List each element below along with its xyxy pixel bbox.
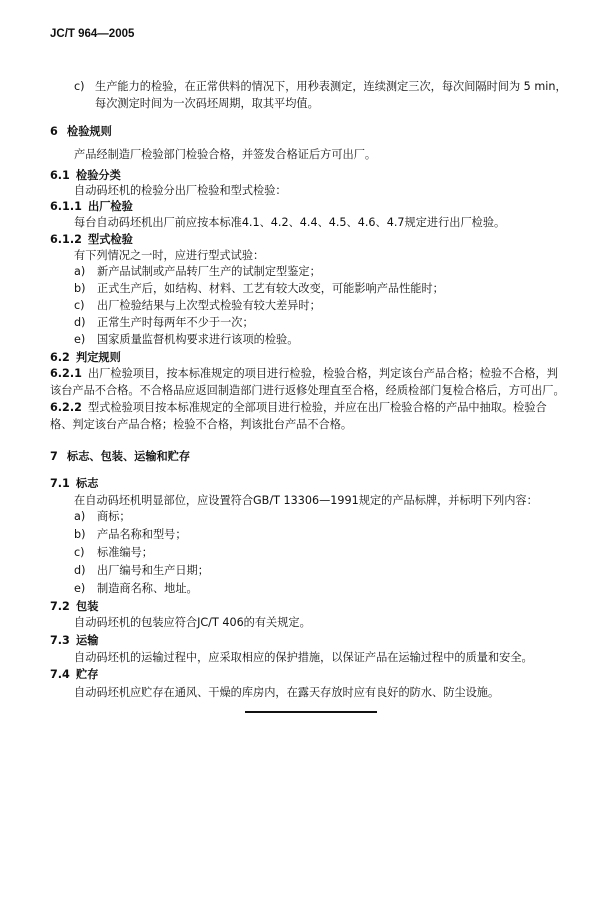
paragraph-line: 产品经制造厂检验部门检验合格，并签发合格证后方可出厂。 [74, 148, 377, 161]
section-number: 7.2 [50, 600, 70, 613]
list-label: d) [74, 564, 86, 577]
section-number: 6.2 [50, 351, 70, 364]
section-number: 6 [50, 125, 58, 138]
paragraph-line: 型式检验项目按本标准规定的全部项目进行检验，并应在出厂检验合格的产品中抽取。检验合 [88, 401, 547, 414]
list-item: 新产品试制或产品转厂生产的试制定型鉴定； [97, 265, 321, 278]
list-label: b) [74, 528, 86, 541]
section-number: 6.1.1 [50, 200, 82, 213]
list-label: d) [74, 316, 86, 329]
section-number: 7 [50, 450, 58, 463]
section-number: 7.3 [50, 634, 70, 647]
list-item: 正常生产时每两年不少于一次； [97, 316, 254, 329]
section-number: 6.2.1 [50, 367, 82, 380]
list-item: 出厂检验结果与上次型式检验有较大差异时； [97, 299, 321, 312]
section-title: 检验规则 [67, 125, 112, 138]
paragraph-line: 格、判定该台产品合格；检验不合格，判该批台产品不合格。 [50, 418, 353, 431]
list-item: 国家质量监督机构要求进行该项的检验。 [97, 333, 299, 346]
list-label: c) [74, 546, 85, 559]
section-title: 出厂检验 [88, 200, 133, 213]
section-title: 标志 [76, 477, 99, 490]
section-title: 贮存 [76, 668, 99, 681]
list-label: c) [74, 80, 85, 93]
section-title: 标志、包装、运输和贮存 [67, 450, 191, 463]
list-item: 商标； [97, 510, 131, 523]
section-number: 6.1 [50, 169, 70, 182]
list-label: a) [74, 265, 86, 278]
section-number: 6.1.2 [50, 233, 82, 246]
document-id: JC/T 964—2005 [50, 28, 135, 40]
list-item: 标准编号； [97, 546, 153, 559]
section-title: 判定规则 [76, 351, 121, 364]
section-title: 包装 [76, 600, 99, 613]
list-label: b) [74, 282, 86, 295]
paragraph-line: 自动码坯机应贮存在通风、干燥的库房内，在露天存放时应有良好的防水、防尘设施。 [74, 686, 500, 699]
list-label: a) [74, 510, 86, 523]
end-rule [245, 711, 377, 713]
paragraph-line: 出厂检验项目，按本标准规定的项目进行检验，检验合格，判定该台产品合格；检验不合格，判 [88, 367, 558, 380]
paragraph-line: 自动码坯机的包装应符合JC/T 406的有关规定。 [74, 616, 311, 629]
section-number: 7.4 [50, 668, 70, 681]
section-title: 检验分类 [76, 169, 121, 182]
section-number: 7.1 [50, 477, 70, 490]
list-label: e) [74, 582, 86, 595]
paragraph-line: 在自动码坯机明显部位，应设置符合GB/T 13306—1991规定的产品标牌，并标明下列内容： [74, 494, 538, 507]
list-item: 制造商名称、地址。 [97, 582, 198, 595]
paragraph-line: 有下列情况之一时，应进行型式试验： [74, 249, 265, 262]
paragraph-line: 每台自动码坯机出厂前应按本标准4.1、4.2、4.4、4.5、4.6、4.7规定进行出厂检验。 [74, 216, 506, 229]
section-number: 6.2.2 [50, 401, 82, 414]
list-label: c) [74, 299, 85, 312]
list-item: 产品名称和型号； [97, 528, 187, 541]
section-title: 运输 [76, 634, 99, 647]
paragraph-line: 自动码坯机的运输过程中，应采取相应的保护措施，以保证产品在运输过程中的质量和安全。 [74, 651, 533, 664]
list-item: 正式生产后，如结构、材料、工艺有较大改变，可能影响产品性能时； [97, 282, 444, 295]
list-label: e) [74, 333, 86, 346]
paragraph-line: 每次测定时间为一次码坯周期，取其平均值。 [95, 97, 319, 110]
paragraph-line: 生产能力的检验，在正常供料的情况下，用秒表测定，连续测定三次，每次间隔时间为 5 min， [95, 80, 567, 93]
list-item: 出厂编号和生产日期； [97, 564, 209, 577]
paragraph-line: 该台产品不合格。不合格品应返回制造部门进行返修处理直至合格，经质检部门复检合格后，方可出厂。 [50, 384, 565, 397]
section-title: 型式检验 [88, 233, 133, 246]
paragraph-line: 自动码坯机的检验分出厂检验和型式检验： [74, 184, 287, 197]
